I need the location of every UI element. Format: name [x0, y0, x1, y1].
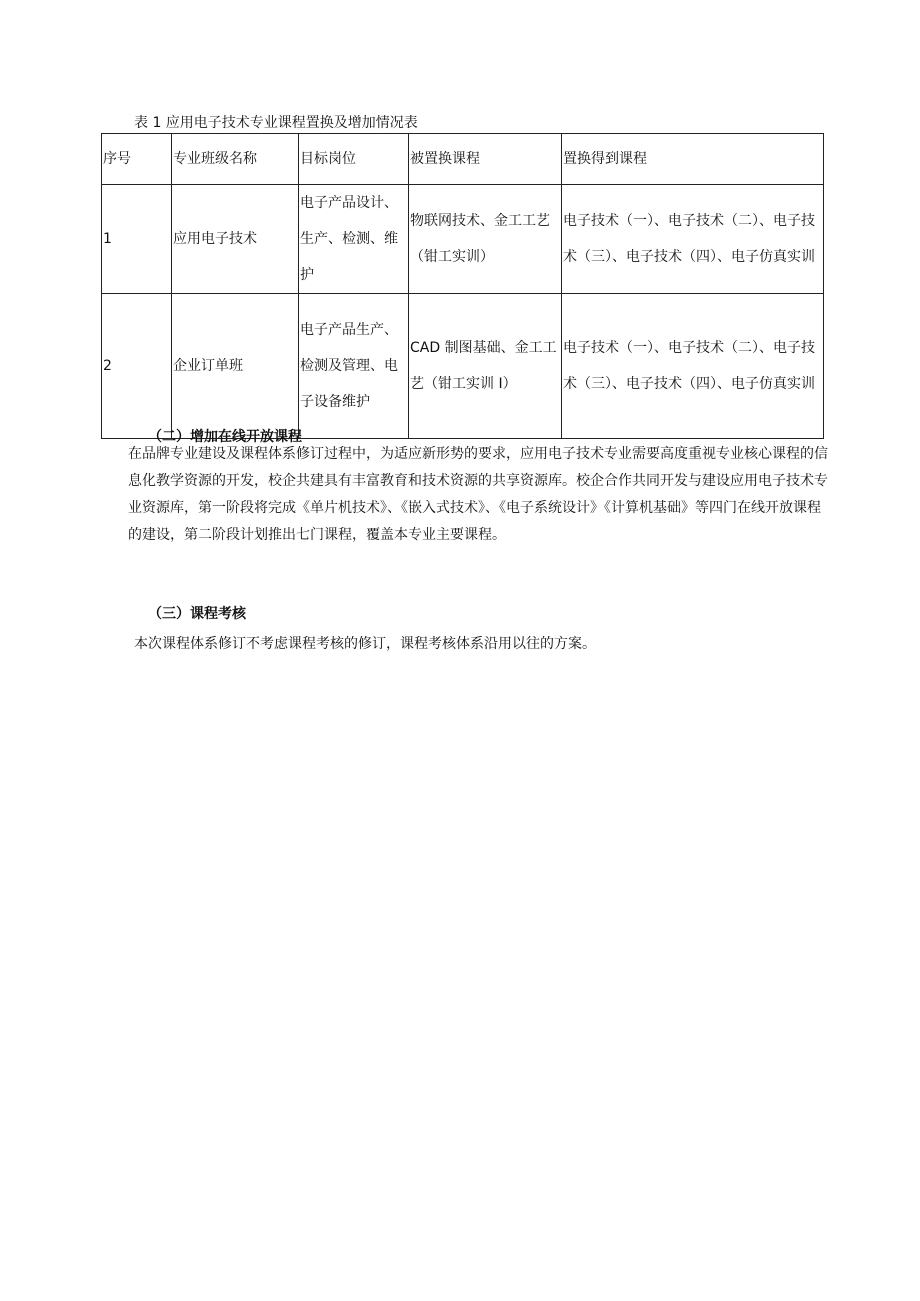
section-heading-online-courses: （二）增加在线开放课程 [148, 429, 302, 445]
cell-replaced-course: CAD 制图基础、金工工艺（钳工实训 I） [409, 294, 562, 439]
table-row [102, 185, 824, 294]
paragraph-assessment-text: 本次课程体系修订不考虑课程考核的修订，课程考核体系沿用以往的方案。 [134, 636, 596, 652]
paragraph-online-courses-text: 在品牌专业建设及课程体系修订过程中，为适应新形势的要求，应用电子技术专业需要高度重视专业核心课程的信息化教学资源的开发，校企共建具有丰富教育和技术资源的共享资源库。校企合作共同开发与建设应用电子技术专业资源库，第一阶段将完成《单片机技术》、《嵌入式技术》、《电子系统设计》《计算机基础》等四门在线开放课程的建设，第二阶段计划推出七门课程，覆盖本专业主要课程。 [128, 446, 828, 543]
cell-obtained-course: 电子技术（一）、电子技术（二）、电子技术（三）、电子技术（四）、电子仿真实训 [562, 185, 824, 294]
header-class-name: 专业班级名称 [172, 134, 299, 185]
paragraph-online-courses [128, 441, 828, 549]
cell-replaced-course: 物联网技术、金工工艺（钳工实训） [409, 185, 562, 294]
header-obtained-course: 置换得到课程 [562, 134, 824, 185]
header-replaced-course: 被置换课程 [409, 134, 562, 185]
section-heading-assessment: （三）课程考核 [148, 606, 246, 622]
header-target-post: 目标岗位 [299, 134, 409, 185]
cell-target-post: 电子产品生产、检测及管理、电子设备维护 [299, 294, 409, 439]
cell-class-name: 应用电子技术 [172, 185, 299, 294]
course-replacement-table [101, 133, 824, 439]
cell-index: 2 [102, 294, 172, 439]
table-caption: 表 1 应用电子技术专业课程置换及增加情况表 [134, 115, 418, 131]
cell-class-name: 企业订单班 [172, 294, 299, 439]
table-header-row [102, 134, 824, 185]
cell-target-post: 电子产品设计、生产、检测、维护 [299, 185, 409, 294]
header-index: 序号 [102, 134, 172, 185]
table-row [102, 294, 824, 439]
cell-index: 1 [102, 185, 172, 294]
cell-obtained-course: 电子技术（一）、电子技术（二）、电子技术（三）、电子技术（四）、电子仿真实训 [562, 294, 824, 439]
paragraph-assessment [134, 631, 834, 658]
